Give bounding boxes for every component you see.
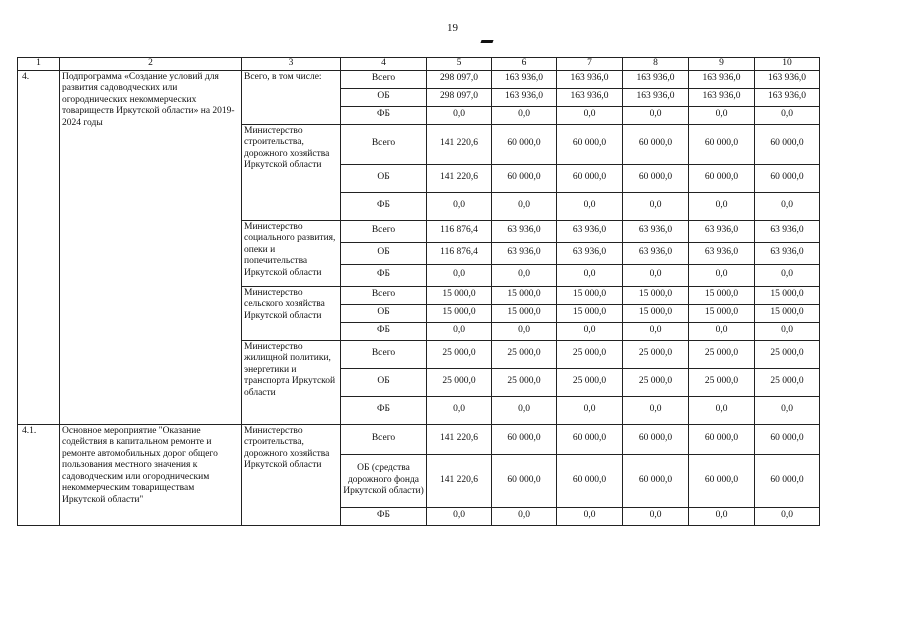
amount-cell: 60 000,0 [689,124,755,164]
funding-source-cell: Всего [341,124,427,164]
amount-cell: 163 936,0 [623,70,689,88]
amount-cell: 116 876,4 [427,242,492,264]
amount-cell: 63 936,0 [492,220,557,242]
amount-cell: 0,0 [557,106,623,124]
funding-source-cell: ФБ [341,396,427,424]
table-row [18,70,820,88]
amount-cell: 0,0 [427,396,492,424]
amount-cell: 0,0 [492,106,557,124]
amount-cell: 163 936,0 [492,88,557,106]
column-number-row [18,58,820,71]
amount-cell: 0,0 [427,322,492,340]
amount-cell: 63 936,0 [755,220,820,242]
amount-cell: 0,0 [755,322,820,340]
executor-cell: Всего, в том числе: [242,70,341,124]
column-number-cell: 2 [60,58,242,71]
amount-cell: 0,0 [623,264,689,286]
amount-cell: 63 936,0 [623,220,689,242]
amount-cell: 0,0 [492,507,557,525]
amount-cell: 141 220,6 [427,454,492,507]
amount-cell: 60 000,0 [623,164,689,192]
amount-cell: 60 000,0 [755,164,820,192]
amount-cell: 63 936,0 [755,242,820,264]
column-number-cell: 1 [18,58,60,71]
amount-cell: 25 000,0 [557,368,623,396]
amount-cell: 163 936,0 [623,88,689,106]
funding-source-cell: ОБ [341,164,427,192]
funding-source-cell: ФБ [341,264,427,286]
amount-cell: 25 000,0 [755,368,820,396]
amount-cell: 141 220,6 [427,124,492,164]
amount-cell: 0,0 [689,264,755,286]
amount-cell: 63 936,0 [557,242,623,264]
amount-cell: 60 000,0 [492,164,557,192]
column-number-cell: 3 [242,58,341,71]
amount-cell: 0,0 [557,264,623,286]
amount-cell: 0,0 [623,507,689,525]
amount-cell: 60 000,0 [689,424,755,454]
amount-cell: 63 936,0 [689,220,755,242]
column-number-cell: 7 [557,58,623,71]
amount-cell: 25 000,0 [492,340,557,368]
amount-cell: 25 000,0 [689,368,755,396]
amount-cell: 0,0 [755,192,820,220]
funding-source-cell: ОБ [341,242,427,264]
amount-cell: 0,0 [492,192,557,220]
amount-cell: 0,0 [689,322,755,340]
amount-cell: 15 000,0 [427,286,492,304]
amount-cell: 25 000,0 [557,340,623,368]
amount-cell: 25 000,0 [689,340,755,368]
amount-cell: 0,0 [557,322,623,340]
amount-cell: 0,0 [623,322,689,340]
funding-source-cell: Всего [341,424,427,454]
amount-cell: 163 936,0 [492,70,557,88]
amount-cell: 25 000,0 [623,340,689,368]
amount-cell: 0,0 [557,507,623,525]
amount-cell: 0,0 [755,507,820,525]
amount-cell: 60 000,0 [755,124,820,164]
amount-cell: 163 936,0 [557,88,623,106]
amount-cell: 60 000,0 [755,424,820,454]
amount-cell: 0,0 [755,106,820,124]
amount-cell: 0,0 [492,264,557,286]
funding-source-cell: ОБ [341,88,427,106]
executor-cell: Министерство строительства, дорожного хозяйства Иркутской области [242,424,341,525]
amount-cell: 163 936,0 [557,70,623,88]
amount-cell: 141 220,6 [427,424,492,454]
amount-cell: 15 000,0 [557,304,623,322]
funding-source-cell: Всего [341,286,427,304]
funding-source-cell: ОБ [341,368,427,396]
amount-cell: 63 936,0 [492,242,557,264]
amount-cell: 0,0 [689,507,755,525]
amount-cell: 0,0 [623,396,689,424]
item-number-cell: 4. [18,70,60,424]
amount-cell: 60 000,0 [689,454,755,507]
program-description-cell: Подпрограмма «Создание условий для развития садоводческих или огороднических некоммерческих товариществ Иркутской области» на 2019-2024 годы [60,70,242,424]
amount-cell: 163 936,0 [755,70,820,88]
amount-cell: 15 000,0 [755,304,820,322]
amount-cell: 15 000,0 [427,304,492,322]
amount-cell: 15 000,0 [492,304,557,322]
amount-cell: 141 220,6 [427,164,492,192]
amount-cell: 15 000,0 [755,286,820,304]
amount-cell: 25 000,0 [623,368,689,396]
amount-cell: 0,0 [427,264,492,286]
amount-cell: 60 000,0 [492,124,557,164]
amount-cell: 0,0 [492,396,557,424]
funding-source-cell: ФБ [341,507,427,525]
amount-cell: 60 000,0 [492,424,557,454]
amount-cell: 0,0 [557,396,623,424]
program-description-cell: Основное мероприятие "Оказание содействия в капитальном ремонте и ремонте автомобильных дорог общего пользования местного значения к садоводческим или огородническим некоммерческим товариществам Иркутской области" [60,424,242,525]
amount-cell: 116 876,4 [427,220,492,242]
executor-cell: Министерство социального развития, опеки и попечительства Иркутской области [242,220,341,286]
amount-cell: 0,0 [689,106,755,124]
column-number-cell: 8 [623,58,689,71]
amount-cell: 0,0 [427,507,492,525]
amount-cell: 0,0 [623,192,689,220]
funding-source-cell: Всего [341,340,427,368]
amount-cell: 60 000,0 [623,424,689,454]
amount-cell: 60 000,0 [557,424,623,454]
funding-source-cell: ФБ [341,322,427,340]
column-number-cell: 9 [689,58,755,71]
amount-cell: 15 000,0 [689,286,755,304]
amount-cell: 15 000,0 [492,286,557,304]
amount-cell: 0,0 [689,192,755,220]
executor-cell: Министерство жилищной политики, энергетики и транспорта Иркутской области [242,340,341,424]
amount-cell: 63 936,0 [689,242,755,264]
amount-cell: 15 000,0 [623,286,689,304]
funding-source-cell: Всего [341,70,427,88]
amount-cell: 60 000,0 [689,164,755,192]
amount-cell: 0,0 [427,106,492,124]
amount-cell: 63 936,0 [557,220,623,242]
amount-cell: 60 000,0 [557,124,623,164]
amount-cell: 298 097,0 [427,70,492,88]
funding-source-cell: ОБ [341,304,427,322]
amount-cell: 25 000,0 [427,340,492,368]
amount-cell: 163 936,0 [755,88,820,106]
amount-cell: 25 000,0 [492,368,557,396]
amount-cell: 60 000,0 [557,454,623,507]
ink-dash-mark [480,40,493,43]
amount-cell: 163 936,0 [689,70,755,88]
column-number-cell: 4 [341,58,427,71]
amount-cell: 0,0 [689,396,755,424]
amount-cell: 25 000,0 [755,340,820,368]
executor-cell: Министерство сельского хозяйства Иркутской области [242,286,341,340]
page-number: 19 [447,22,458,34]
amount-cell: 60 000,0 [557,164,623,192]
amount-cell: 60 000,0 [755,454,820,507]
funding-source-cell: ОБ (средства дорожного фонда Иркутской области) [341,454,427,507]
amount-cell: 60 000,0 [492,454,557,507]
amount-cell: 15 000,0 [557,286,623,304]
executor-cell: Министерство строительства, дорожного хозяйства Иркутской области [242,124,341,220]
funding-source-cell: Всего [341,220,427,242]
amount-cell: 25 000,0 [427,368,492,396]
funding-source-cell: ФБ [341,106,427,124]
table-row [18,424,820,454]
amount-cell: 60 000,0 [623,124,689,164]
column-number-cell: 6 [492,58,557,71]
amount-cell: 163 936,0 [689,88,755,106]
amount-cell: 0,0 [492,322,557,340]
budget-table [17,57,820,526]
amount-cell: 63 936,0 [623,242,689,264]
item-number-cell: 4.1. [18,424,60,525]
funding-source-cell: ФБ [341,192,427,220]
amount-cell: 15 000,0 [623,304,689,322]
amount-cell: 0,0 [427,192,492,220]
column-number-cell: 5 [427,58,492,71]
amount-cell: 60 000,0 [623,454,689,507]
amount-cell: 15 000,0 [689,304,755,322]
column-number-cell: 10 [755,58,820,71]
amount-cell: 0,0 [623,106,689,124]
amount-cell: 0,0 [755,264,820,286]
amount-cell: 0,0 [557,192,623,220]
amount-cell: 298 097,0 [427,88,492,106]
amount-cell: 0,0 [755,396,820,424]
